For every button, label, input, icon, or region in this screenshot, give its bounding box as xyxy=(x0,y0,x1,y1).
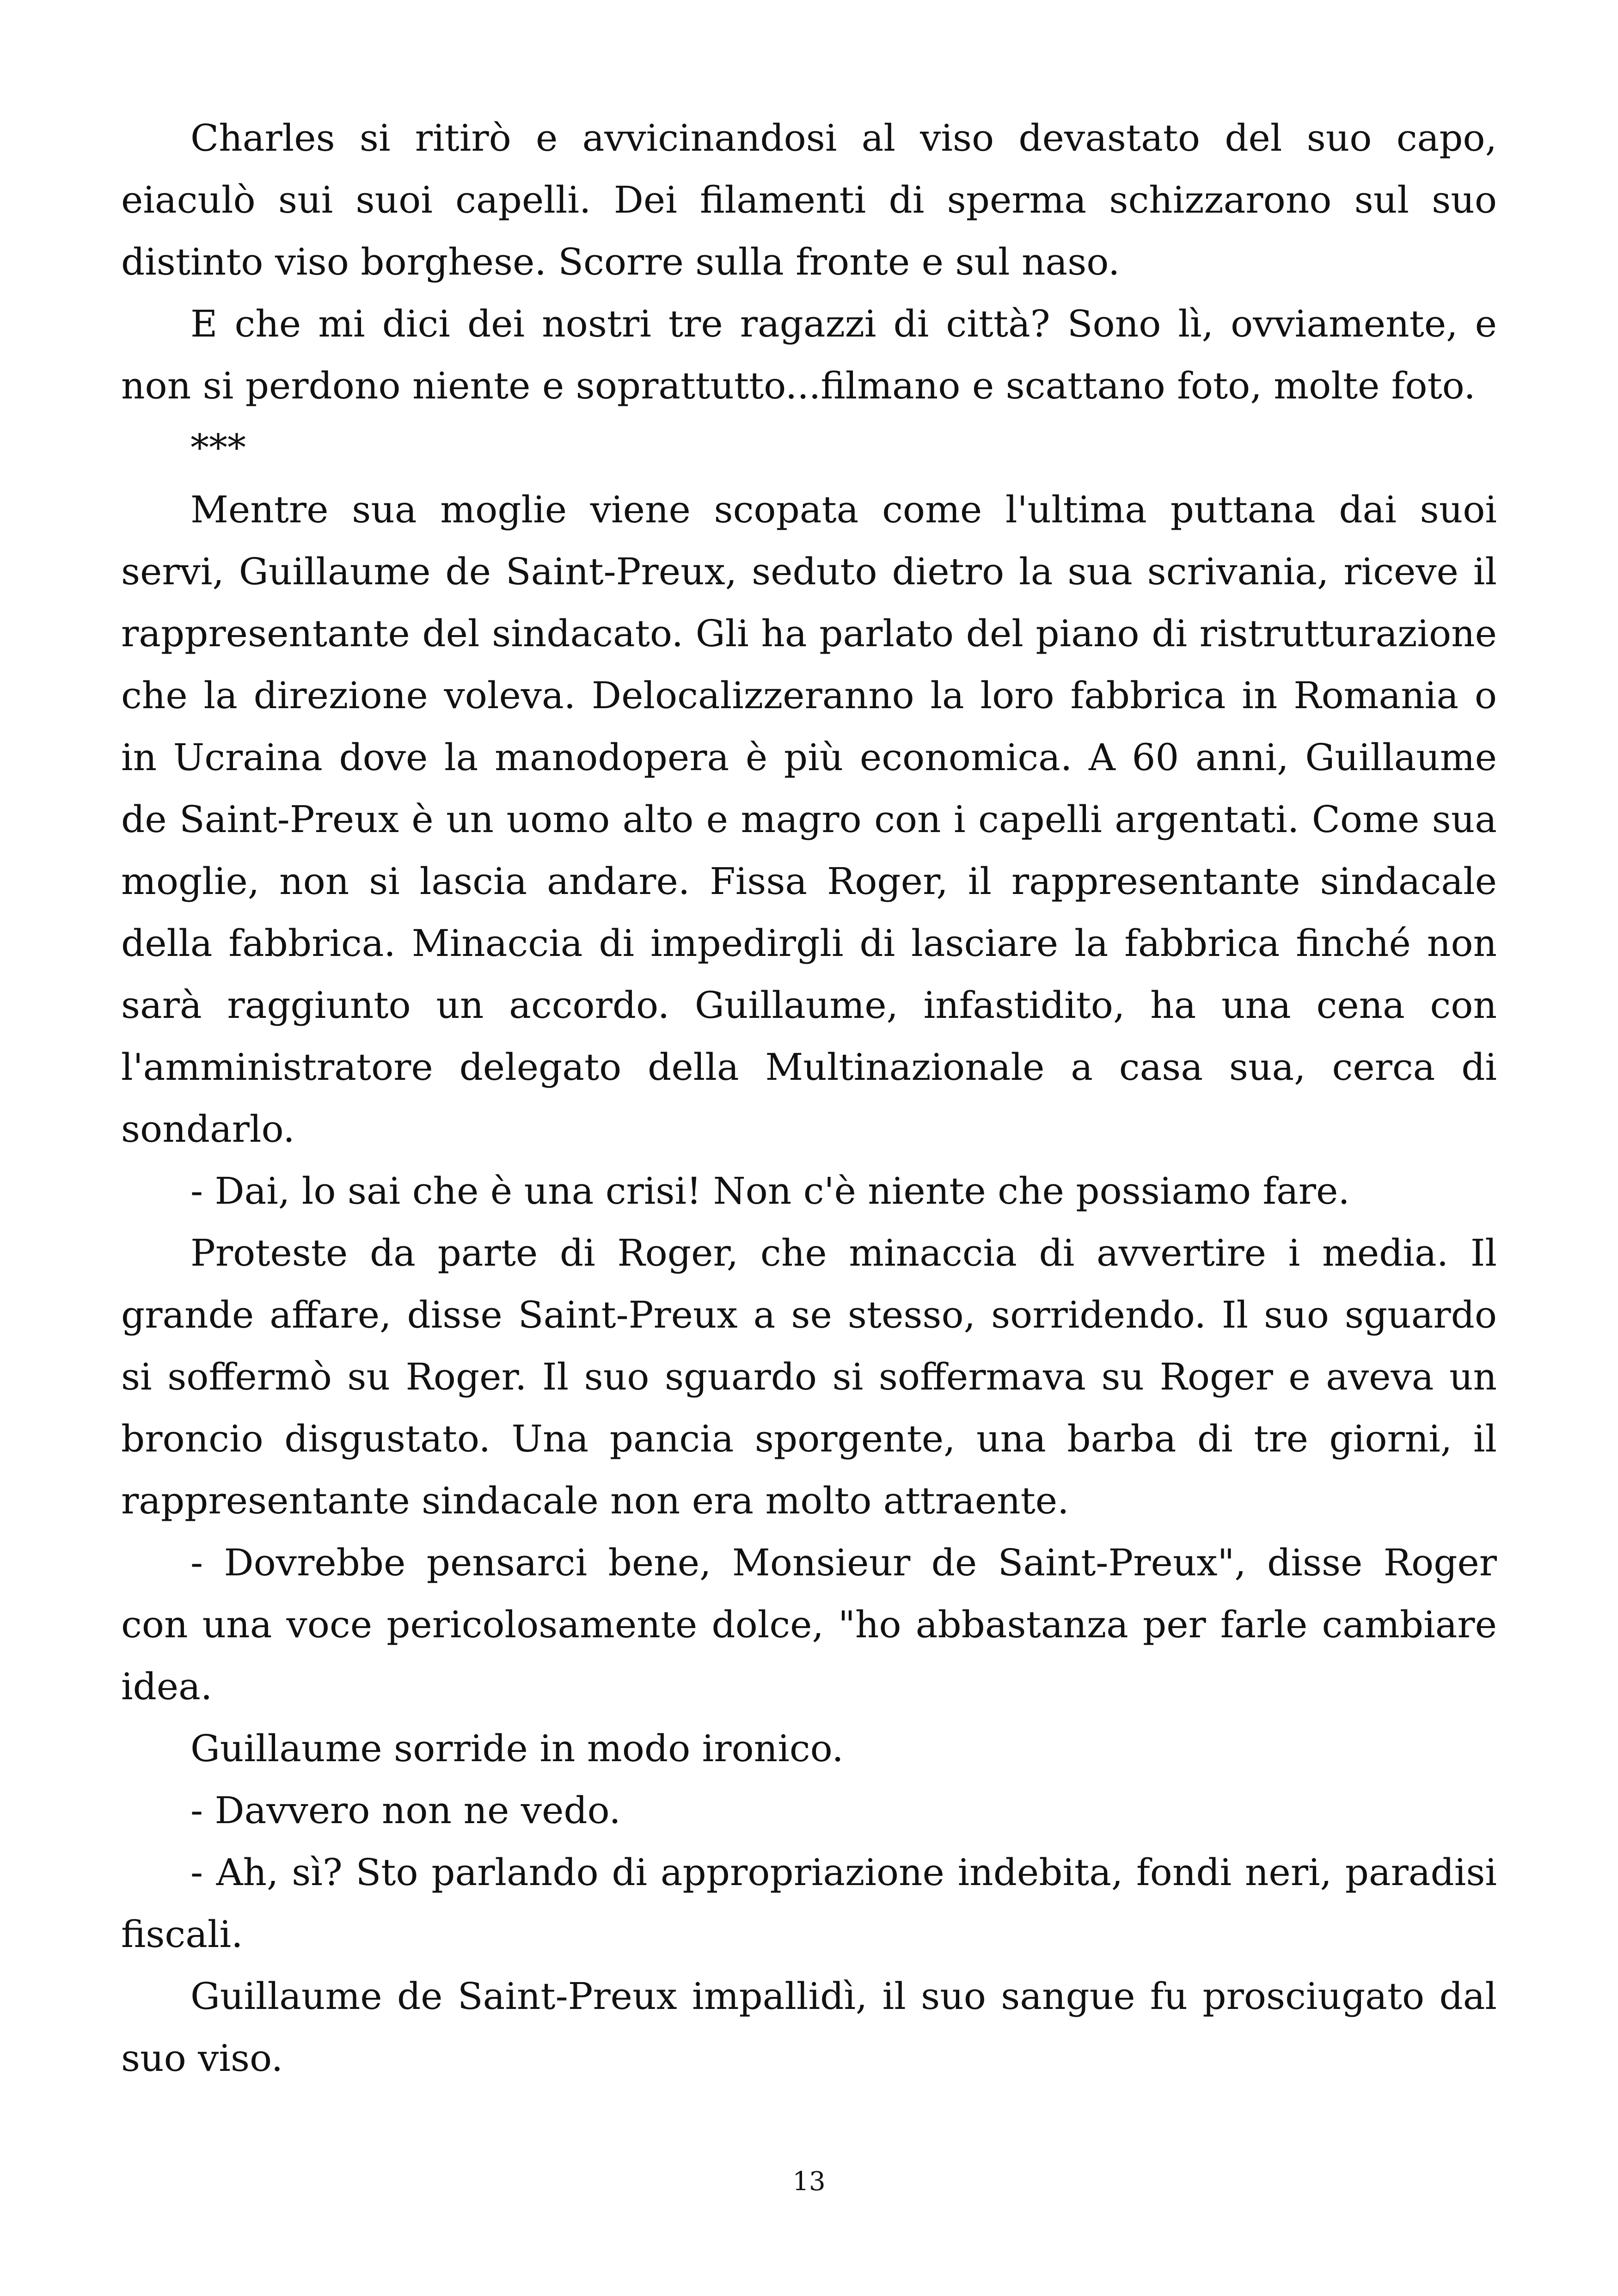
paragraph: Guillaume sorride in modo ironico. xyxy=(190,1727,844,1770)
paragraph: - Dovrebbe pensarci bene, Monsieur de Saint-Preux", disse Roger con una voce pericolosamente dolce, "ho abbastanza per farle cambiare idea. xyxy=(121,1541,1497,1708)
page-number: 13 xyxy=(792,2167,826,2197)
paragraph: - Ah, sì? Sto parlando di appropriazione indebita, fondi neri, paradisi fiscali. xyxy=(121,1851,1497,1956)
paragraph: Charles si ritirò e avvicinandosi al viso devastato del suo capo, eiaculò sui suoi capelli. Dei filamenti di sperma schizzarono sul suo distinto viso borghese. Scorre sulla fronte e sul naso. xyxy=(121,116,1497,283)
paragraph: Mentre sua moglie viene scopata come l'ultima puttana dai suoi servi, Guillaume de Saint-Preux, seduto dietro la sua scrivania, riceve il rappresentante del sindacato. Gli ha parlato del piano di ristrutturazione che la direzione voleva. Delocalizzeranno la loro fabbrica in Romania o in Ucraina dove la manodopera è più economica. A 60 anni, Guillaume de Saint-Preux è un uomo alto e magro con i capelli argentati. Come sua moglie, non si lascia andare. Fissa Roger, il rappresentante sindacale della fabbrica. Minaccia di impedirgli di lasciare la fabbrica finché non sarà raggiunto un accordo. Guillaume, infastidito, ha una cena con l'amministratore delegato della Multinazionale a casa sua, cerca di sondarlo. xyxy=(121,488,1497,1151)
paragraph: - Dai, lo sai che è una crisi! Non c'è niente che possiamo fare. xyxy=(190,1169,1350,1212)
paragraph: E che mi dici dei nostri tre ragazzi di città? Sono lì, ovviamente, e non si perdono niente e soprattutto...filmano e scattano foto, molte foto. xyxy=(121,302,1497,407)
paragraph: Proteste da parte di Roger, che minaccia di avvertire i media. Il grande affare, disse Saint-Preux a se stesso, sorridendo. Il suo sguardo si soffermò su Roger. Il suo sguardo si soffermava su Roger e aveva un broncio disgustato. Una pancia sporgente, una barba di tre giorni, il rappresentante sindacale non era molto attraente. xyxy=(121,1231,1497,1522)
paragraph: Guillaume de Saint-Preux impallidì, il suo sangue fu prosciugato dal suo viso. xyxy=(121,1975,1497,2080)
section-break: *** xyxy=(190,426,246,469)
page-body xyxy=(121,107,1497,2089)
paragraph: - Davvero non ne vedo. xyxy=(190,1789,621,1832)
